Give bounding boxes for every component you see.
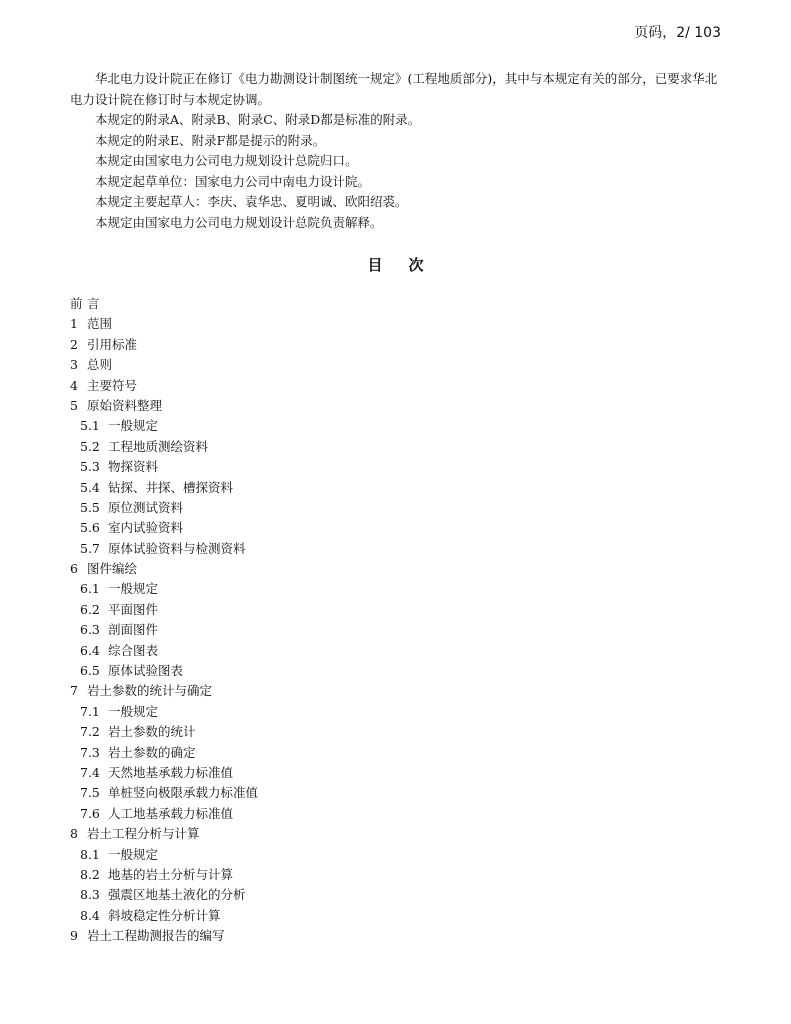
toc-entry[interactable] <box>70 437 720 457</box>
toc-entry-number: 6.5 <box>80 663 100 679</box>
toc-entry[interactable] <box>70 906 720 926</box>
toc-entry[interactable] <box>70 620 720 640</box>
toc-entry-number: 7.5 <box>80 785 100 801</box>
toc-entry[interactable] <box>70 661 720 681</box>
foreword-paragraph: 本规定主要起草人：李庆、袁华忠、夏明诚、欧阳绍裘。 <box>95 194 408 209</box>
toc-entry-title: 图件编绘 <box>87 561 138 577</box>
toc-entry-title: 室内试验资料 <box>108 520 184 536</box>
toc-entry-title: 一般规定 <box>108 846 159 862</box>
toc-entry[interactable] <box>70 559 720 579</box>
toc-entry[interactable] <box>70 702 720 722</box>
toc-entry-number: 6.4 <box>80 642 100 658</box>
toc-entry[interactable] <box>70 641 720 661</box>
toc-entry-title: 总则 <box>87 357 113 373</box>
toc-entry-title: 单桩竖向极限承载力标准值 <box>108 785 259 801</box>
foreword-paragraph: 本规定由国家电力公司电力规划设计总院归口。 <box>95 153 358 168</box>
toc-entry-number: 8.1 <box>80 846 100 862</box>
toc-entry-number: 5.7 <box>80 540 100 556</box>
foreword-paragraph: 本规定由国家电力公司电力规划设计总院负责解释。 <box>95 214 383 230</box>
toc-entry-title: 一般规定 <box>108 418 159 434</box>
toc-entry-number: 5 <box>70 397 78 413</box>
toc-entry-number: 2 <box>70 336 78 352</box>
toc-entry-title: 一般规定 <box>108 581 159 597</box>
toc-entry[interactable] <box>70 396 720 416</box>
toc-entry-title: 物探资料 <box>108 459 159 475</box>
toc-entry[interactable] <box>70 865 720 885</box>
toc-entry[interactable] <box>70 804 720 824</box>
toc-entry[interactable] <box>70 457 720 477</box>
toc-entry-title: 岩土工程勘测报告的编写 <box>87 928 225 944</box>
toc-entry[interactable] <box>70 845 720 865</box>
toc-entry[interactable] <box>70 355 720 375</box>
toc-entry-title: 岩土参数的确定 <box>108 744 196 760</box>
toc-entry-title: 人工地基承载力标准值 <box>108 805 234 821</box>
toc-entry[interactable] <box>70 783 720 803</box>
toc-entry-number: 5.2 <box>80 438 100 454</box>
toc-entry[interactable] <box>70 743 720 763</box>
toc-entry-title: 原体试验资料与检测资料 <box>108 540 246 556</box>
foreword-paragraph: 本规定的附录A、附录B、附录C、附录D都是标准的附录。 <box>95 112 421 127</box>
toc-entry-title: 工程地质测绘资料 <box>108 438 209 454</box>
toc-entry-number: 5.1 <box>80 418 100 434</box>
toc-entry-number: 6.2 <box>80 601 100 617</box>
toc-entry[interactable] <box>70 294 720 314</box>
toc-entry-title: 综合图表 <box>108 642 159 658</box>
toc-entry-number: 6 <box>70 561 78 577</box>
toc-entry[interactable] <box>70 763 720 783</box>
toc-entry-number: 1 <box>70 316 78 332</box>
toc-entry-number: 5.3 <box>80 459 100 475</box>
toc-entry-title: 原始资料整理 <box>87 397 163 413</box>
foreword-section <box>70 69 722 233</box>
toc-entry-title: 剖面图件 <box>108 622 159 638</box>
toc-entry-title: 一般规定 <box>108 703 159 719</box>
toc-entry[interactable] <box>70 376 720 396</box>
toc-entry-number: 6.3 <box>80 622 100 638</box>
page-number: 页码，2/ 103 <box>634 25 721 41</box>
toc-entry[interactable] <box>70 926 720 946</box>
foreword-paragraph: 本规定的附录E、附录F都是提示的附录。 <box>95 132 326 148</box>
toc-entry-number: 5.6 <box>80 520 100 536</box>
toc-entry-number: 7.6 <box>80 805 100 821</box>
toc-entry-title: 原位测试资料 <box>108 499 184 515</box>
toc-title: 目次 <box>367 256 450 274</box>
toc-entry[interactable] <box>70 335 720 355</box>
toc-entry-title: 岩土参数的统计 <box>108 724 196 740</box>
toc-entry-title: 岩土参数的统计与确定 <box>87 683 213 699</box>
toc-entry-title: 天然地基承载力标准值 <box>108 764 234 780</box>
toc-entry-number: 4 <box>70 377 78 393</box>
toc-entry-number: 7.4 <box>80 764 100 780</box>
toc-entry-number: 8.2 <box>80 866 100 882</box>
toc-entry[interactable] <box>70 600 720 620</box>
toc-entry-number: 5.4 <box>80 479 100 495</box>
toc-entry-number: 7.1 <box>80 703 100 719</box>
toc-entry-number: 9 <box>70 928 78 944</box>
toc-entry[interactable] <box>70 722 720 742</box>
toc-entry-number: 8 <box>70 826 78 842</box>
toc-entry-number: 前 <box>70 296 83 311</box>
toc-entry-number: 7.3 <box>80 744 100 760</box>
toc-entry-title: 言 <box>87 296 100 311</box>
foreword-paragraph: 本规定起草单位：国家电力公司中南电力设计院。 <box>95 173 371 189</box>
toc-entry-number: 5.5 <box>80 499 100 515</box>
toc-entry[interactable] <box>70 579 720 599</box>
toc-entry-number: 8.3 <box>80 887 100 903</box>
toc-entry-title: 斜坡稳定性分析计算 <box>108 907 221 923</box>
toc-entry-title: 原体试验图表 <box>108 663 184 679</box>
toc-entry-number: 8.4 <box>80 907 100 923</box>
toc-entry-number: 7 <box>70 683 78 699</box>
toc-entry-title: 主要符号 <box>87 377 138 393</box>
toc-entry[interactable] <box>70 478 720 498</box>
toc-entry-number: 6.1 <box>80 581 100 597</box>
toc-entry-title: 强震区地基土液化的分析 <box>108 887 246 903</box>
toc-entry-number: 7.2 <box>80 724 100 740</box>
toc-entry[interactable] <box>70 314 720 334</box>
toc-entry-title: 范围 <box>87 316 113 332</box>
foreword-paragraph: 华北电力设计院正在修订《电力勘测设计制图统一规定》(工程地质部分)，其中与本规定有关的部分，已要求华北电力设计院在修订时与本规定协调。 <box>70 71 718 107</box>
toc-entry[interactable] <box>70 681 720 701</box>
toc-entry[interactable] <box>70 824 720 844</box>
toc-entry[interactable] <box>70 885 720 905</box>
table-of-contents <box>70 294 720 947</box>
toc-entry-title: 引用标准 <box>87 336 138 352</box>
toc-entry[interactable] <box>70 539 720 559</box>
toc-entry[interactable] <box>70 498 720 518</box>
toc-entry-title: 钻探、井探、槽探资料 <box>108 479 234 495</box>
toc-entry-title: 岩土工程分析与计算 <box>87 826 200 842</box>
toc-entry[interactable] <box>70 416 720 436</box>
toc-entry[interactable] <box>70 518 720 538</box>
toc-entry-number: 3 <box>70 357 78 373</box>
toc-entry-title: 平面图件 <box>108 601 159 617</box>
toc-entry-title: 地基的岩土分析与计算 <box>108 866 234 882</box>
